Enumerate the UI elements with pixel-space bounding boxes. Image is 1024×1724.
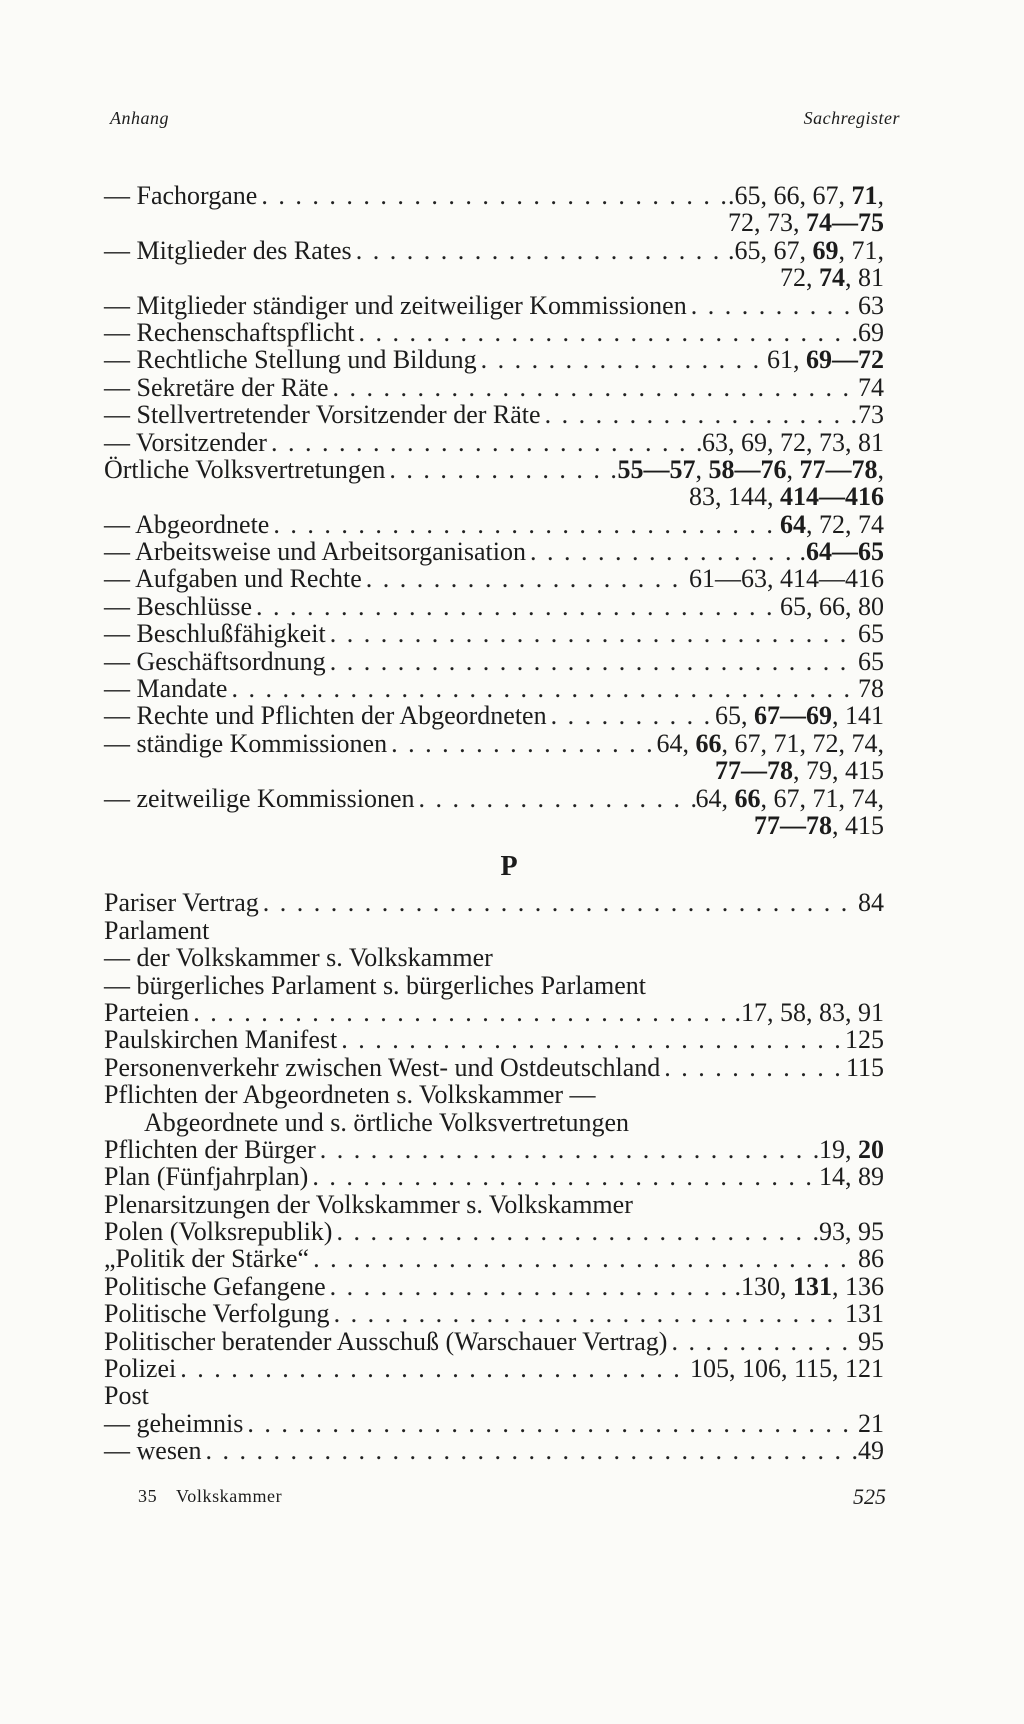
entry-pages: 64, 66, 67, 71, 72, 74, xyxy=(656,728,884,758)
entry-term: — Geschäftsordnung xyxy=(104,646,326,676)
entry-term: — Mitglieder ständiger und zeitweiliger Kommissionen xyxy=(104,290,687,320)
entry-pages: 65 xyxy=(858,646,884,676)
leader-dots xyxy=(667,1328,858,1355)
index-entry xyxy=(104,944,884,971)
entry-pages: 14, 89 xyxy=(819,1162,884,1192)
entry-pages: 77—78, 415 xyxy=(754,810,884,840)
entry-pages: 78 xyxy=(858,674,884,704)
entry-pages: 63 xyxy=(858,290,884,320)
index-entry xyxy=(104,1382,884,1409)
index-entry xyxy=(104,917,884,944)
index-entry xyxy=(104,1191,884,1218)
entry-term: — Beschlußfähigkeit xyxy=(104,619,326,649)
entry-pages: .64—65 xyxy=(799,537,884,567)
entry-term: Pflichten der Bürger xyxy=(104,1134,316,1164)
index-entry xyxy=(104,1328,884,1355)
index-entry xyxy=(104,675,884,702)
entry-pages: 131 xyxy=(845,1299,884,1329)
leader-dots xyxy=(526,538,800,565)
leader-dots xyxy=(326,1273,735,1300)
leader-dots xyxy=(326,648,858,675)
index-entry xyxy=(104,1109,884,1136)
entry-term: — wesen xyxy=(104,1436,202,1466)
entry-term: Personenverkehr zwischen West- und Ostdeutschland xyxy=(104,1052,661,1082)
entry-term: — Vorsitzender xyxy=(104,427,267,457)
entry-pages: 84 xyxy=(858,888,884,918)
entry-term: Abgeordnete und s. örtliche Volksvertretungen xyxy=(144,1107,629,1137)
index-entry xyxy=(104,1245,884,1272)
signature-number: 35 xyxy=(138,1486,158,1506)
leader-dots xyxy=(387,730,656,757)
entry-pages: 77—78, 79, 415 xyxy=(715,756,884,786)
index-entry xyxy=(104,483,884,510)
page-number: 525 xyxy=(853,1484,886,1509)
index-entries xyxy=(104,182,884,1465)
index-entry xyxy=(104,319,884,346)
index-entry xyxy=(104,1026,884,1053)
entry-term: — Stellvertretender Vorsitzender der Räte xyxy=(104,400,541,430)
entry-term: — geheimnis xyxy=(104,1408,244,1438)
running-head-left: Anhang xyxy=(110,108,169,128)
entry-pages: 73 xyxy=(858,400,884,430)
entry-pages: 74 xyxy=(858,372,884,402)
entry-term: — Mandate xyxy=(104,674,228,704)
leader-dots xyxy=(227,675,858,702)
entries-block-p xyxy=(104,889,884,1464)
entry-term: Pflichten der Abgeordneten s. Volkskammer — xyxy=(104,1080,596,1110)
entry-term: — ständige Kommissionen xyxy=(104,728,388,758)
index-entry xyxy=(104,1218,884,1245)
leader-dots xyxy=(352,237,728,264)
entry-term: — Fachorgane xyxy=(104,181,258,210)
entries-block-o xyxy=(104,182,884,839)
entry-term: Politischer beratender Ausschuß (Warschauer Vertrag) xyxy=(104,1326,668,1356)
entry-pages: .17, 58, 83, 91 xyxy=(734,997,884,1027)
index-entry xyxy=(104,1163,884,1190)
section-letter: P xyxy=(500,851,518,883)
entry-term: — zeitweilige Kommissionen xyxy=(104,783,415,813)
leader-dots xyxy=(326,620,858,647)
index-entry xyxy=(104,648,884,675)
entry-pages: .130, 131, 136 xyxy=(734,1271,884,1301)
leader-dots xyxy=(176,1355,690,1382)
entry-term: — Arbeitsweise und Arbeitsorganisation xyxy=(104,537,526,567)
entry-term: — Abgeordnete xyxy=(104,509,270,539)
leader-dots xyxy=(477,346,767,373)
running-head-right: Sachregister xyxy=(803,108,900,128)
index-entry xyxy=(104,972,884,999)
index-entry xyxy=(104,620,884,647)
leader-dots xyxy=(547,702,715,729)
index-entry xyxy=(104,1136,884,1163)
entry-pages: 83, 144, 414—416 xyxy=(689,482,884,512)
leader-dots xyxy=(660,1054,846,1081)
index-entry xyxy=(104,209,884,236)
entry-term: Plenarsitzungen der Volkskammer s. Volkskammer xyxy=(104,1189,633,1219)
entry-pages: 63, 69, 72, 73, 81 xyxy=(702,427,884,457)
leader-dots xyxy=(257,182,728,209)
index-entry xyxy=(104,1273,884,1300)
index-entry xyxy=(104,1355,884,1382)
index-entry xyxy=(104,401,884,428)
entry-term: — Aufgaben und Rechte xyxy=(104,564,362,594)
index-entry xyxy=(104,1437,884,1464)
entry-pages: 65, 66, 80 xyxy=(780,591,884,621)
index-entry xyxy=(104,237,884,264)
entry-term: Polizei xyxy=(104,1354,177,1384)
entry-pages: 61, 69—72 xyxy=(767,345,884,375)
entry-term: Post xyxy=(104,1381,149,1411)
entry-term: — Beschlüsse xyxy=(104,591,253,621)
index-entry xyxy=(104,511,884,538)
index-entry xyxy=(104,730,884,757)
leader-dots xyxy=(385,456,617,483)
entry-term: — Rechenschaftspflicht xyxy=(104,317,355,347)
leader-dots xyxy=(330,1300,845,1327)
index-entry xyxy=(104,999,884,1026)
entry-term: Plan (Fünfjahrplan) xyxy=(104,1162,309,1192)
index-entry xyxy=(104,889,884,916)
index-entry xyxy=(104,1410,884,1437)
index-entry xyxy=(104,292,884,319)
entry-pages: 86 xyxy=(858,1244,884,1274)
running-head xyxy=(110,108,900,129)
leader-dots xyxy=(259,889,858,916)
entry-pages: 19, 20 xyxy=(819,1134,884,1164)
entry-pages: .65, 67, 69, 71, xyxy=(728,235,884,265)
entry-term: Parteien xyxy=(104,997,190,1027)
index-entry xyxy=(104,264,884,291)
entry-pages: 125 xyxy=(845,1025,884,1055)
index-entry xyxy=(104,429,884,456)
entry-pages: 93, 95 xyxy=(819,1217,884,1247)
leader-dots xyxy=(362,565,689,592)
entry-pages: 64, 66, 67, 71, 74, xyxy=(695,783,884,813)
index-entry xyxy=(104,702,884,729)
entry-term: — Mitglieder des Rates xyxy=(104,235,352,265)
index-entry xyxy=(104,812,884,839)
index-entry xyxy=(104,374,884,401)
leader-dots xyxy=(201,1437,858,1464)
index-entry xyxy=(104,538,884,565)
entry-term: „Politik der Stärke“ xyxy=(104,1244,310,1274)
entry-term: Politische Verfolgung xyxy=(104,1299,330,1329)
entry-term: — Sekretäre der Räte xyxy=(104,372,329,402)
leader-dots xyxy=(243,1410,858,1437)
leader-dots xyxy=(541,401,858,428)
entry-term: — der Volkskammer s. Volkskammer xyxy=(104,943,493,973)
entry-term: Politische Gefangene xyxy=(104,1271,326,1301)
printer-signature xyxy=(138,1486,282,1507)
index-entry xyxy=(104,346,884,373)
index-entry xyxy=(104,1081,884,1108)
entry-pages: 49 xyxy=(858,1436,884,1466)
entry-term: Polen (Volksrepublik) xyxy=(104,1217,333,1247)
leader-dots xyxy=(267,429,702,456)
leader-dots xyxy=(269,511,780,538)
index-entry xyxy=(104,1300,884,1327)
index-entry xyxy=(104,1054,884,1081)
leader-dots xyxy=(189,999,734,1026)
entry-pages: 65, 67—69, 141 xyxy=(715,701,884,731)
index-entry xyxy=(104,593,884,620)
entry-pages: 61—63, 414—416 xyxy=(689,564,884,594)
signature-text: Volkskammer xyxy=(175,1486,283,1506)
entry-pages: 72, 74, 81 xyxy=(780,263,884,293)
entry-term: Pariser Vertrag xyxy=(104,888,259,918)
entry-term: — Rechte und Pflichten der Abgeordneten xyxy=(104,701,547,731)
leader-dots xyxy=(337,1026,845,1053)
entry-term: Örtliche Volksvertretungen xyxy=(104,454,386,484)
entry-pages: 95 xyxy=(858,1326,884,1356)
entry-pages: .65, 66, 67, 71, xyxy=(728,181,884,210)
leader-dots xyxy=(252,593,780,620)
entry-term: — Rechtliche Stellung und Bildung xyxy=(104,345,477,375)
leader-dots xyxy=(332,1218,819,1245)
entry-pages: 21 xyxy=(858,1408,884,1438)
entry-term: Paulskirchen Manifest xyxy=(104,1025,338,1055)
index-entry xyxy=(104,456,884,483)
leader-dots xyxy=(415,785,696,812)
entry-pages: 115 xyxy=(845,1052,884,1082)
entry-pages: 55—57, 58—76, 77—78, xyxy=(617,454,884,484)
leader-dots xyxy=(329,374,858,401)
leader-dots xyxy=(309,1245,858,1272)
entry-pages: 65 xyxy=(858,619,884,649)
entry-pages: 64, 72, 74 xyxy=(780,509,884,539)
leader-dots xyxy=(355,319,858,346)
entry-pages: 69 xyxy=(858,317,884,347)
leader-dots xyxy=(316,1136,819,1163)
entry-term: Parlament xyxy=(104,915,210,945)
index-entry xyxy=(104,565,884,592)
index-entry xyxy=(104,182,884,209)
index-entry xyxy=(104,785,884,812)
entry-pages: 105, 106, 115, 121 xyxy=(689,1354,884,1384)
leader-dots xyxy=(687,292,858,319)
entry-pages: 72, 73, 74—75 xyxy=(728,208,884,238)
entry-term: — bürgerliches Parlament s. bürgerliches Parlament xyxy=(104,970,647,1000)
index-entry xyxy=(104,757,884,784)
leader-dots xyxy=(308,1163,819,1190)
